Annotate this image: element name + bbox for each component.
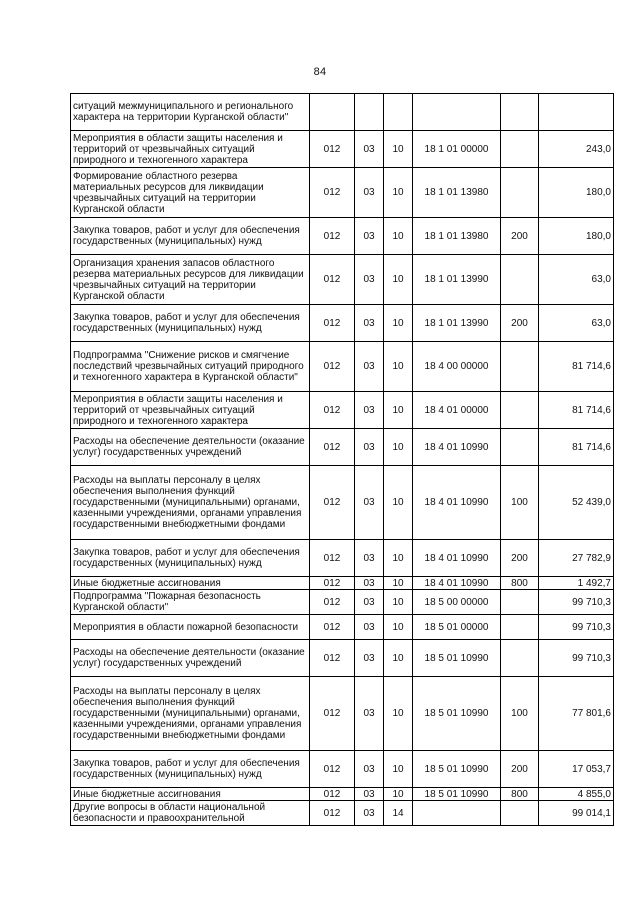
row-section: 03 — [355, 168, 384, 218]
row-expense-type — [501, 615, 539, 640]
row-target-article: 18 5 01 10990 — [413, 751, 501, 788]
row-admin-code: 012 — [310, 305, 355, 342]
row-sum: 81 714,6 — [539, 392, 614, 429]
row-expense-type: 100 — [501, 466, 539, 540]
row-target-article: 18 5 01 00000 — [413, 615, 501, 640]
row-name: Иные бюджетные ассигнования — [71, 577, 310, 590]
row-admin-code: 012 — [310, 640, 355, 677]
row-section: 03 — [355, 218, 384, 255]
row-section: 03 — [355, 751, 384, 788]
table-row — [71, 590, 614, 615]
row-subsection: 10 — [384, 429, 413, 466]
row-expense-type: 200 — [501, 540, 539, 577]
table-row — [71, 429, 614, 466]
row-name: Мероприятия в области защиты населения и территорий от чрезвычайных ситуаций природного и техногенного характера — [71, 392, 310, 429]
row-sum: 99 710,3 — [539, 640, 614, 677]
row-subsection: 10 — [384, 590, 413, 615]
row-sum: 81 714,6 — [539, 429, 614, 466]
row-admin-code: 012 — [310, 788, 355, 801]
row-subsection: 10 — [384, 540, 413, 577]
row-subsection: 10 — [384, 615, 413, 640]
row-name: Расходы на выплаты персоналу в целях обеспечения выполнения функций государственными (муниципальными) органами, казенными учреждениями, органами управления государственными внебюджетными фондами — [71, 677, 310, 751]
row-sum: 180,0 — [539, 218, 614, 255]
table-row — [71, 540, 614, 577]
row-subsection: 10 — [384, 218, 413, 255]
row-admin-code: 012 — [310, 751, 355, 788]
table-row — [71, 255, 614, 305]
budget-table — [70, 93, 614, 826]
row-subsection: 10 — [384, 788, 413, 801]
row-sum: 243,0 — [539, 131, 614, 168]
row-admin-code: 012 — [310, 342, 355, 392]
row-admin-code: 012 — [310, 168, 355, 218]
row-subsection: 14 — [384, 801, 413, 826]
row-subsection: 10 — [384, 131, 413, 168]
row-target-article — [413, 801, 501, 826]
row-admin-code: 012 — [310, 429, 355, 466]
table-row — [71, 801, 614, 826]
row-sum: 99 710,3 — [539, 615, 614, 640]
row-section: 03 — [355, 788, 384, 801]
row-target-article — [413, 94, 501, 131]
table-row — [71, 168, 614, 218]
table-row — [71, 392, 614, 429]
row-sum: 63,0 — [539, 255, 614, 305]
row-name: Мероприятия в области защиты населения и территорий от чрезвычайных ситуаций природного и техногенного характера — [71, 131, 310, 168]
table-row — [71, 677, 614, 751]
row-expense-type: 100 — [501, 677, 539, 751]
row-admin-code: 012 — [310, 540, 355, 577]
row-name: ситуаций межмуниципального и регионального характера на территории Курганской области" — [71, 94, 310, 131]
row-sum: 17 053,7 — [539, 751, 614, 788]
row-target-article: 18 1 01 00000 — [413, 131, 501, 168]
row-name: Формирование областного резерва материальных ресурсов для ликвидации чрезвычайных ситуаций на территории Курганской области — [71, 168, 310, 218]
row-admin-code: 012 — [310, 466, 355, 540]
table-row — [71, 466, 614, 540]
table-row — [71, 218, 614, 255]
row-expense-type: 200 — [501, 218, 539, 255]
row-sum: 180,0 — [539, 168, 614, 218]
row-expense-type — [501, 392, 539, 429]
row-admin-code: 012 — [310, 577, 355, 590]
row-section: 03 — [355, 255, 384, 305]
table-row — [71, 305, 614, 342]
row-sum: 27 782,9 — [539, 540, 614, 577]
row-section: 03 — [355, 342, 384, 392]
row-name: Мероприятия в области пожарной безопасности — [71, 615, 310, 640]
row-name: Подпрограмма "Снижение рисков и смягчение последствий чрезвычайных ситуаций природного и техногенного характера в Курганской области" — [71, 342, 310, 392]
row-target-article: 18 1 01 13980 — [413, 168, 501, 218]
row-sum: 63,0 — [539, 305, 614, 342]
row-expense-type — [501, 801, 539, 826]
table-row — [71, 577, 614, 590]
row-sum — [539, 94, 614, 131]
row-name: Организация хранения запасов областного резерва материальных ресурсов для ликвидации чрезвычайных ситуаций на территории Курганской области — [71, 255, 310, 305]
row-target-article: 18 5 01 10990 — [413, 788, 501, 801]
row-subsection: 10 — [384, 255, 413, 305]
row-target-article: 18 4 01 00000 — [413, 392, 501, 429]
row-target-article: 18 1 01 13990 — [413, 255, 501, 305]
row-admin-code: 012 — [310, 218, 355, 255]
row-name: Расходы на обеспечение деятельности (оказание услуг) государственных учреждений — [71, 640, 310, 677]
row-target-article: 18 4 01 10990 — [413, 429, 501, 466]
row-name: Расходы на обеспечение деятельности (оказание услуг) государственных учреждений — [71, 429, 310, 466]
row-expense-type — [501, 342, 539, 392]
row-section: 03 — [355, 677, 384, 751]
row-target-article: 18 4 01 10990 — [413, 540, 501, 577]
row-name: Закупка товаров, работ и услуг для обеспечения государственных (муниципальных) нужд — [71, 540, 310, 577]
row-name: Подпрограмма "Пожарная безопасность Курганской области" — [71, 590, 310, 615]
row-target-article: 18 5 01 10990 — [413, 677, 501, 751]
table-row — [71, 131, 614, 168]
row-subsection: 10 — [384, 677, 413, 751]
row-subsection: 10 — [384, 342, 413, 392]
page-number: 84 — [313, 66, 327, 78]
row-section: 03 — [355, 540, 384, 577]
row-subsection: 10 — [384, 751, 413, 788]
row-subsection: 10 — [384, 392, 413, 429]
row-sum: 1 492,7 — [539, 577, 614, 590]
row-name: Закупка товаров, работ и услуг для обеспечения государственных (муниципальных) нужд — [71, 218, 310, 255]
table-row — [71, 342, 614, 392]
row-section: 03 — [355, 392, 384, 429]
row-admin-code: 012 — [310, 677, 355, 751]
row-section: 03 — [355, 577, 384, 590]
row-name: Закупка товаров, работ и услуг для обеспечения государственных (муниципальных) нужд — [71, 751, 310, 788]
row-admin-code: 012 — [310, 255, 355, 305]
table-row — [71, 615, 614, 640]
row-subsection: 10 — [384, 466, 413, 540]
row-expense-type — [501, 640, 539, 677]
row-target-article: 18 4 01 10990 — [413, 466, 501, 540]
row-expense-type — [501, 94, 539, 131]
row-name: Другие вопросы в области национальной безопасности и правоохранительной — [71, 801, 310, 826]
row-sum: 4 855,0 — [539, 788, 614, 801]
row-admin-code: 012 — [310, 590, 355, 615]
row-expense-type — [501, 168, 539, 218]
row-admin-code: 012 — [310, 615, 355, 640]
row-expense-type: 200 — [501, 751, 539, 788]
row-sum: 52 439,0 — [539, 466, 614, 540]
table-row — [71, 94, 614, 131]
row-name: Иные бюджетные ассигнования — [71, 788, 310, 801]
row-target-article: 18 5 01 10990 — [413, 640, 501, 677]
row-section: 03 — [355, 429, 384, 466]
row-section: 03 — [355, 801, 384, 826]
row-target-article: 18 5 00 00000 — [413, 590, 501, 615]
row-admin-code — [310, 94, 355, 131]
row-subsection: 10 — [384, 305, 413, 342]
row-expense-type — [501, 255, 539, 305]
row-subsection: 10 — [384, 640, 413, 677]
row-name: Закупка товаров, работ и услуг для обеспечения государственных (муниципальных) нужд — [71, 305, 310, 342]
row-subsection: 10 — [384, 168, 413, 218]
row-expense-type — [501, 429, 539, 466]
row-expense-type: 800 — [501, 788, 539, 801]
row-admin-code: 012 — [310, 392, 355, 429]
row-section: 03 — [355, 590, 384, 615]
row-section: 03 — [355, 615, 384, 640]
row-name: Расходы на выплаты персоналу в целях обеспечения выполнения функций государственными (муниципальными) органами, казенными учреждениями, органами управления государственными внебюджетными фондами — [71, 466, 310, 540]
row-sum: 81 714,6 — [539, 342, 614, 392]
row-expense-type — [501, 590, 539, 615]
row-expense-type: 800 — [501, 577, 539, 590]
row-section: 03 — [355, 466, 384, 540]
row-section: 03 — [355, 640, 384, 677]
row-subsection — [384, 94, 413, 131]
row-target-article: 18 4 01 10990 — [413, 577, 501, 590]
row-target-article: 18 4 00 00000 — [413, 342, 501, 392]
row-section: 03 — [355, 305, 384, 342]
row-section — [355, 94, 384, 131]
row-sum: 77 801,6 — [539, 677, 614, 751]
table-row — [71, 788, 614, 801]
row-sum: 99 014,1 — [539, 801, 614, 826]
row-target-article: 18 1 01 13980 — [413, 218, 501, 255]
row-admin-code: 012 — [310, 801, 355, 826]
table-row — [71, 751, 614, 788]
table-row — [71, 640, 614, 677]
row-expense-type — [501, 131, 539, 168]
row-expense-type: 200 — [501, 305, 539, 342]
row-admin-code: 012 — [310, 131, 355, 168]
row-sum: 99 710,3 — [539, 590, 614, 615]
row-section: 03 — [355, 131, 384, 168]
row-subsection: 10 — [384, 577, 413, 590]
row-target-article: 18 1 01 13990 — [413, 305, 501, 342]
